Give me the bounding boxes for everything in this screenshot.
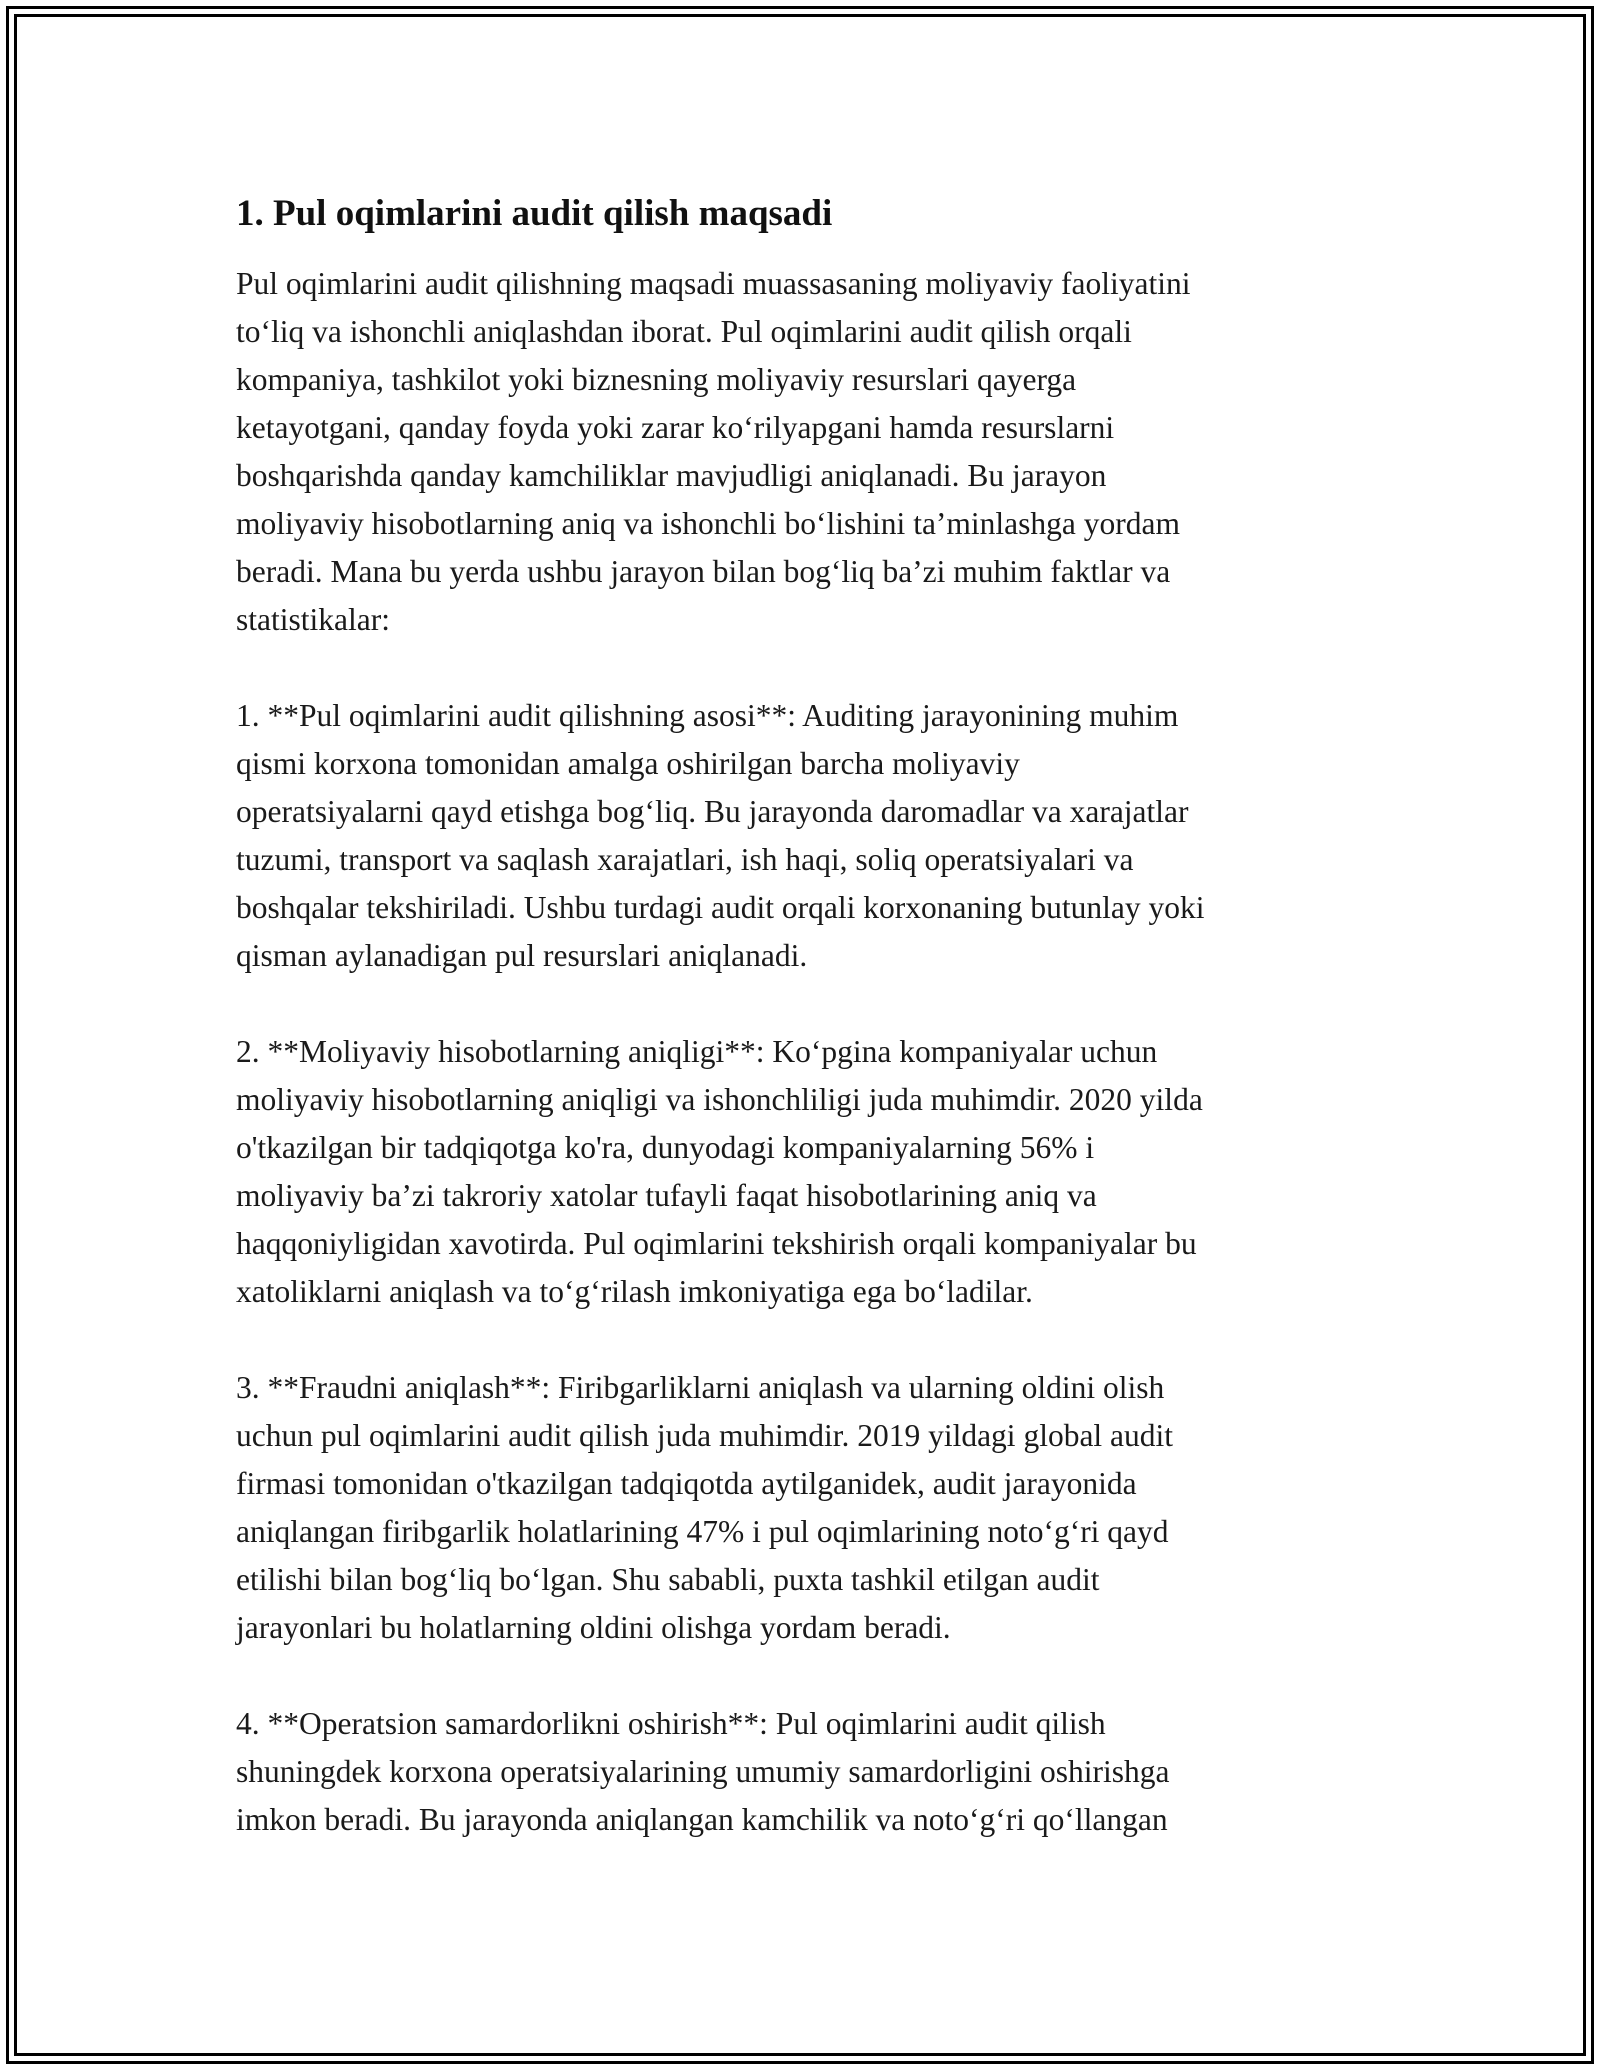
text-line: qismi korxona tomonidan amalga oshirilgan barcha moliyaviy <box>236 746 1020 781</box>
text-line: jarayonlari bu holatlarning oldini olishga yordam beradi. <box>236 1610 951 1645</box>
text-line: to‘liq va ishonchli aniqlashdan iborat. Pul oqimlarini audit qilish orqali <box>236 314 1132 349</box>
text-line: firmasi tomonidan o'tkazilgan tadqiqotda aytilganidek, audit jarayonida <box>236 1466 1137 1501</box>
list-item-paragraph-4 <box>236 1700 1376 1844</box>
text-line: 4. **Operatsion samardorlikni oshirish**: Pul oqimlarini audit qilish <box>236 1706 1106 1741</box>
text-line: imkon beradi. Bu jarayonda aniqlangan kamchilik va noto‘g‘ri qo‘llangan <box>236 1802 1168 1837</box>
text-line: operatsiyalarni qayd etishga bog‘liq. Bu jarayonda daromadlar va xarajatlar <box>236 794 1189 829</box>
text-line: haqqoniyligidan xavotirda. Pul oqimlarini tekshirish orqali kompaniyalar bu <box>236 1226 1197 1261</box>
list-item-paragraph-2 <box>236 1028 1376 1316</box>
text-line: aniqlangan firibgarlik holatlarining 47% i pul oqimlarining noto‘g‘ri qayd <box>236 1514 1169 1549</box>
text-line: uchun pul oqimlarini audit qilish juda muhimdir. 2019 yildagi global audit <box>236 1418 1174 1453</box>
intro-paragraph <box>236 260 1376 644</box>
text-line: Pul oqimlarini audit qilishning maqsadi muassasaning moliyaviy faoliyatini <box>236 266 1191 301</box>
text-line: etilishi bilan bog‘liq bo‘lgan. Shu sababli, puxta tashkil etilgan audit <box>236 1562 1100 1597</box>
text-line: moliyaviy hisobotlarning aniqligi va ishonchliligi juda muhimdir. 2020 yilda <box>236 1082 1203 1117</box>
text-line: boshqalar tekshiriladi. Ushbu turdagi audit orqali korxonaning butunlay yoki <box>236 890 1205 925</box>
document-body <box>236 190 1376 1892</box>
text-line: 3. **Fraudni aniqlash**: Firibgarliklarni aniqlash va ularning oldini olish <box>236 1370 1165 1405</box>
text-line: 2. **Moliyaviy hisobotlarning aniqligi**: Ko‘pgina kompaniyalar uchun <box>236 1034 1158 1069</box>
list-item-paragraph-1 <box>236 692 1376 980</box>
text-line: statistikalar: <box>236 602 390 637</box>
text-line: xatoliklarni aniqlash va to‘g‘rilash imkoniyatiga ega bo‘ladilar. <box>236 1274 1033 1309</box>
text-line: kompaniya, tashkilot yoki biznesning moliyaviy resurslari qayerga <box>236 362 1077 397</box>
text-line: o'tkazilgan bir tadqiqotga ko'ra, dunyodagi kompaniyalarning 56% i <box>236 1130 1095 1165</box>
text-line: beradi. Mana bu yerda ushbu jarayon bilan bog‘liq ba’zi muhim faktlar va <box>236 554 1171 589</box>
section-heading: 1. Pul oqimlarini audit qilish maqsadi <box>236 193 833 234</box>
text-line: shuningdek korxona operatsiyalarining umumiy samardorligini oshirishga <box>236 1754 1170 1789</box>
text-line: 1. **Pul oqimlarini audit qilishning asosi**: Auditing jarayonining muhim <box>236 698 1179 733</box>
text-line: qisman aylanadigan pul resurslari aniqlanadi. <box>236 938 808 973</box>
text-line: tuzumi, transport va saqlash xarajatlari, ish haqi, soliq operatsiyalari va <box>236 842 1134 877</box>
text-line: ketayotgani, qanday foyda yoki zarar ko‘rilyapgani hamda resurslarni <box>236 410 1115 445</box>
list-item-paragraph-3 <box>236 1364 1376 1652</box>
text-line: moliyaviy ba’zi takroriy xatolar tufayli faqat hisobotlarining aniq va <box>236 1178 1097 1213</box>
text-line: moliyaviy hisobotlarning aniq va ishonchli bo‘lishini ta’minlashga yordam <box>236 506 1180 541</box>
text-line: boshqarishda qanday kamchiliklar mavjudligi aniqlanadi. Bu jarayon <box>236 458 1107 493</box>
